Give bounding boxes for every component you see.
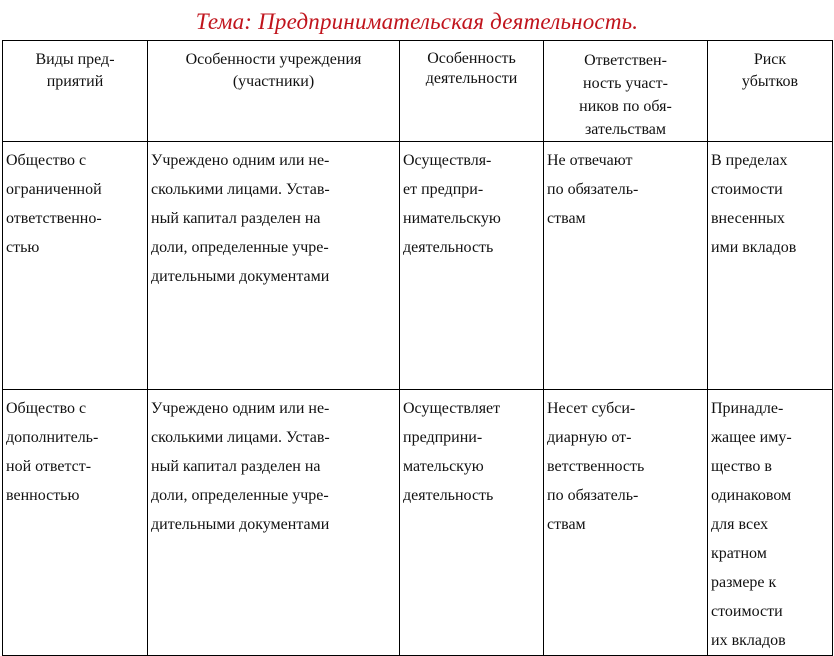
table-cell: Принадле- жащее иму- щество в одинаковом для всех кратном размере к стоимости их вкладов bbox=[708, 390, 833, 656]
header-founding-features: Особенности учреждения (участники) bbox=[148, 41, 400, 142]
table-cell: Несет субси- диарную от- ветственность по обязатель- ствам bbox=[544, 390, 708, 656]
table-cell: Осуществля- ет предпри- нимательскую деятельность bbox=[400, 142, 544, 390]
header-enterprise-types: Виды пред- приятий bbox=[3, 41, 148, 142]
enterprise-types-table bbox=[2, 40, 833, 656]
table-header-row bbox=[3, 41, 833, 142]
table-cell: В пределах стоимости внесенных ими вкладов bbox=[708, 142, 833, 390]
table-cell: Учреждено одним или не- сколькими лицами. Устав- ный капитал разделен на доли, определенные учре- дительными документами bbox=[148, 142, 400, 390]
table-row bbox=[3, 142, 833, 390]
page-title: Тема: Предпринимательская деятельность. bbox=[195, 9, 639, 34]
table-cell: Общество с дополнитель- ной ответст- венностью bbox=[3, 390, 148, 656]
header-liability: Ответствен- ность участ- ников по обя- зательствам bbox=[544, 41, 708, 142]
header-loss-risk: Риск убытков bbox=[708, 41, 833, 142]
table-cell: Общество с ограниченной ответственно- стью bbox=[3, 142, 148, 390]
table-cell: Учреждено одним или не- сколькими лицами. Устав- ный капитал разделен на доли, определенные учре- дительными документами bbox=[148, 390, 400, 656]
table-row bbox=[3, 390, 833, 656]
header-activity-features: Особенность деятельности bbox=[400, 41, 544, 142]
table-cell: Не отвечают по обязатель- ствам bbox=[544, 142, 708, 390]
table-cell: Осуществляет предприни- мательскую деятельность bbox=[400, 390, 544, 656]
